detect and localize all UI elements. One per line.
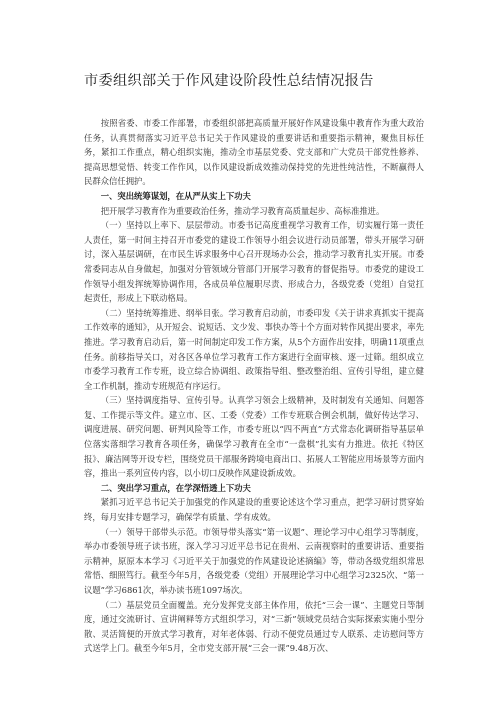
section-1-item-3: （三）坚持调度指导、宣传引导。认真学习领会上级精神，及时制发有关通知、问题答复、工作提示等文件。建立市、区、工委（党委）工作专班联合例会机制，做好传达学习、调度进展、研究问题、研判风险等工作，市委专班以“四不两直”方式常态化调研指导基层单位落实落细学习教育各项任务，确保学习教育在全市“一盘棋”扎实有力推进。依托《特区报》、廉洁网等开设专栏，围绕党员干部服务跨境电商出口、拓展人工智能应用场景等方面内容，推出一系列宣传内容，以小切口反映作风建设新成效。 (84, 395, 424, 479)
section-1-item-2: （二）坚持统筹推进、纲举目张。学习教育启动前，市委印发《关于讲求真抓实干提高工作效率的通知》，从开短会、说短话、文少发、事快办等十个方面对转作风提出要求，率先推进。学习教育启动后，第一时间制定印发工作方案，从5个方面作出安排，明确11项重点任务。前移指导关口，对各区各单位学习教育工作方案进行全面审核、逐一过筛。组织成立市委学习教育工作专班，设立综合协调组、政策指导组、整改整治组、宣传引导组，建立健全工作机制，推动专班规范有序运行。 (84, 307, 424, 391)
section-1-item-1: （一）坚持以上率下、层层带动。市委书记高度重视学习教育工作，切实履行第一责任人责任，第一时间主持召开市委党的建设工作领导小组会议进行动员部署，带头开展学习研讨，深入基层调研，在市民生诉求服务中心召开现场办公会，推动学习教育扎实开展。市委常委同志从自身做起，加强对分管领域分管部门开展学习教育的督促指导。市委党的建设工作领导小组发挥统筹协调作用，各成员单位履职尽责、形成合力，各级党委（党组）自觉扛起责任，形成上下联动格局。 (84, 220, 424, 304)
intro-paragraph: 按照省委、市委工作部署，市委组织部把高质量开展好作风建设集中教育作为重大政治任务，认真贯彻落实习近平总书记关于作风建设的重要讲话和重要指示精神，聚焦目标任务，紧扣工作重点，精心组织实施，推动全市基层党委、党支部和广大党员干部党性修养、提高思想觉悟、转变工作作风，以作风建设新成效推动保持党的先进性纯洁性，不断赢得人民群众信任拥护。 (84, 118, 424, 187)
section-2-item-1: （一）领导干部带头示范。市领导带头落实“第一议题”、理论学习中心组学习等制度，举办市委领导班子读书班，深入学习习近平总书记在贵州、云南视察时的重要讲话、重要指示精神，原原本本学习《习近平关于加强党的作风建设论述摘编》等，带动各级党组织常思常悟、细照笃行。截至今年5月，各级党委（党组）开展理论学习中心组学习2325次、“第一议题”学习6861次，举办读书班1097场次。 (84, 526, 424, 595)
document-title: 市委组织部关于作风建设阶段性总结情况报告 (84, 73, 374, 89)
section-heading-1: 一、突出统筹谋划，在从严从实上下功夫 (100, 190, 251, 201)
section-2-summary: 紧抓习近平总书记关于加强党的作风建设的重要论述这个学习重点，把学习研讨贯穿始终，每月安排专题学习，确保学有质量、学有成效。 (84, 497, 424, 523)
section-1-summary: 把开展学习教育作为重要政治任务，推动学习教育高质量起步、高标准推进。 (100, 205, 385, 216)
section-2-item-2: （二）基层党员全面覆盖。充分发挥党支部主体作用，依托“三会一课”、主题党日等制度，通过交流研讨、宣讲阐释等方式组织学习，对“三新”领域党员结合实际探索实施小型分散、灵活简便的开放式学习教育，对年老体弱、行动不便党员通过专人联系、走访慰问等方式送学上门。截至今年5月，全市党支部开展“三会一课”9.48万次、 (84, 599, 424, 654)
section-heading-2: 二、突出学习重点，在学深悟透上下功夫 (100, 482, 251, 493)
